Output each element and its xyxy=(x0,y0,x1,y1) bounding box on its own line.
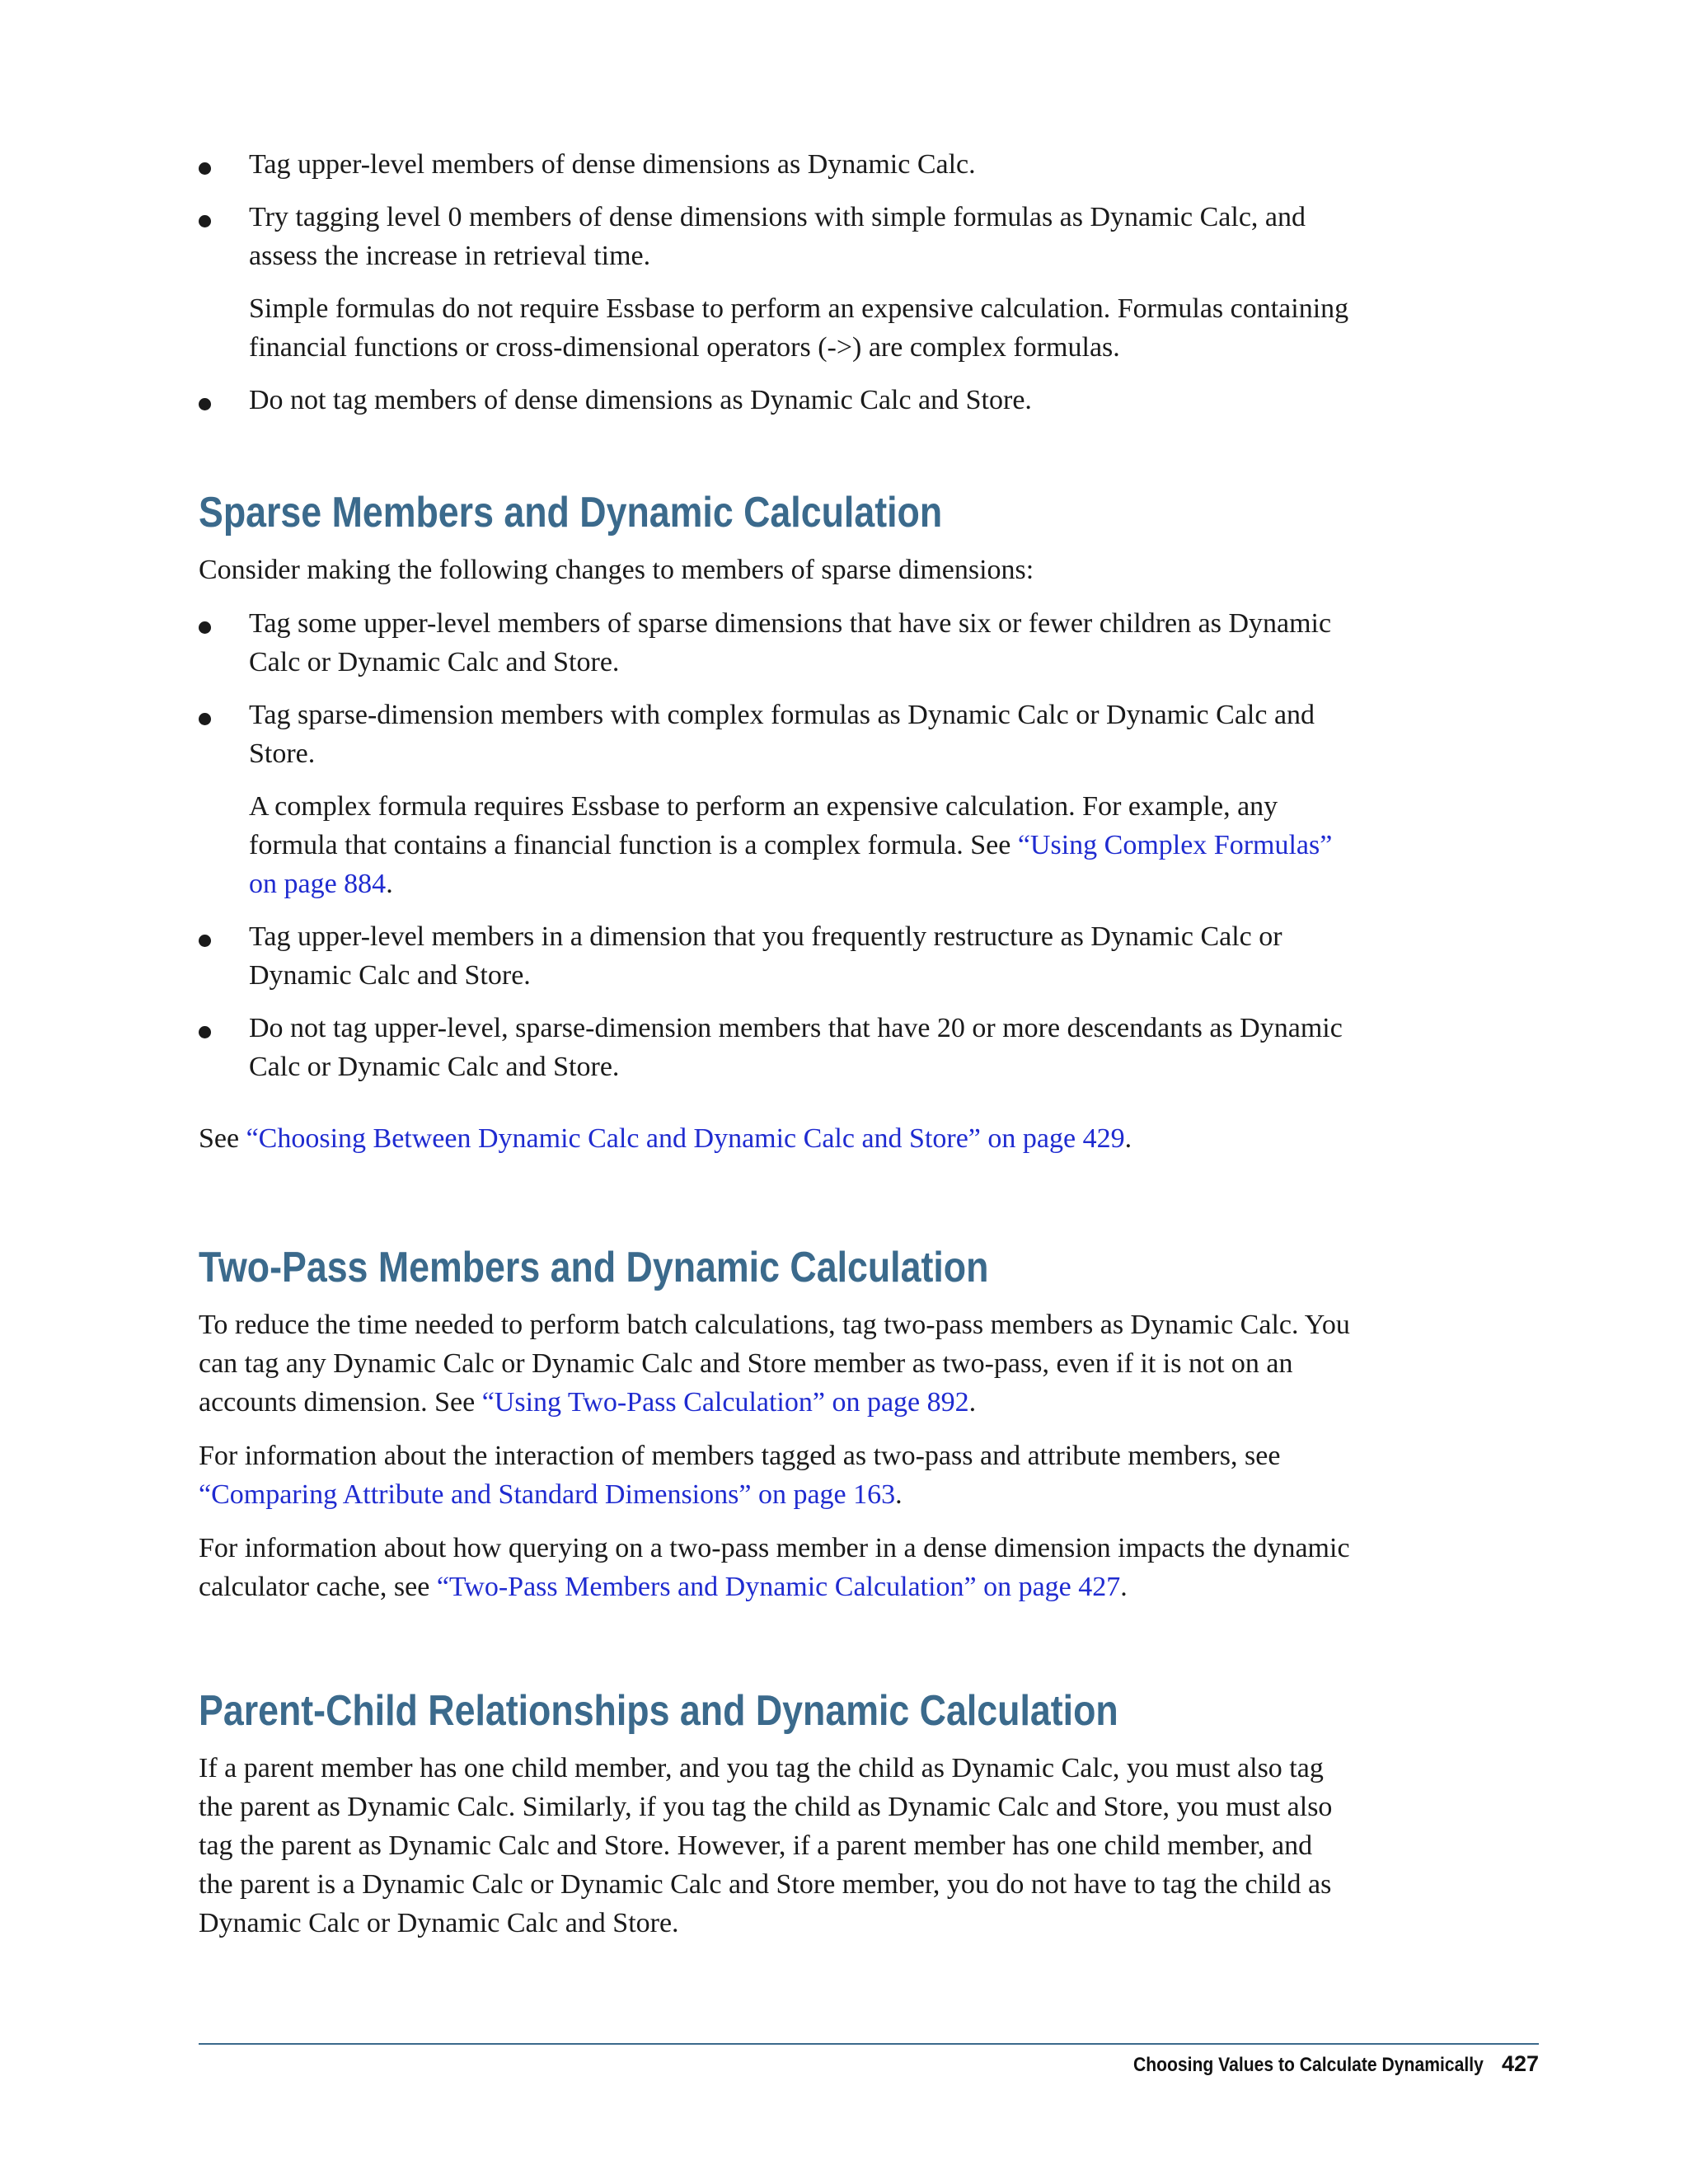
list-item xyxy=(199,917,1353,995)
dense-members-list-section xyxy=(199,145,1353,434)
list-item-note xyxy=(249,787,1353,903)
section-heading-parent-child: Parent-Child Relationships and Dynamic Calculation xyxy=(199,1687,1118,1735)
sparse-see-also-paragraph xyxy=(199,1119,1353,1158)
xref-link-choosing-between-dynamic-calc[interactable]: “Choosing Between Dynamic Calc and Dynamic Calc and Store” on page 429 xyxy=(246,1123,1125,1154)
list-item-note: Simple formulas do not require Essbase to perform an expensive calculation. Formulas containing financial functions or cross-dimensional operators (->) are complex formulas. xyxy=(249,293,1349,363)
list-item xyxy=(199,604,1353,682)
see-prefix: See xyxy=(199,1123,246,1154)
list-item xyxy=(199,198,1353,367)
xref-link-using-complex-formulas[interactable]: “Using Complex Formulas” on page 884 xyxy=(249,830,1333,899)
note-text: A complex formula requires Essbase to perform an expensive calculation. For example, any formula that contains a financial function is a complex formula. See xyxy=(249,791,1278,860)
list-item xyxy=(199,696,1353,903)
list-item-text: Tag upper-level members in a dimension that you frequently restructure as Dynamic Calc or Dynamic Calc and Store. xyxy=(249,921,1282,991)
xref-link-comparing-attribute-dimensions[interactable]: “Comparing Attribute and Standard Dimensions” on page 163 xyxy=(199,1479,896,1510)
paragraph-punct: . xyxy=(895,1479,903,1510)
two-pass-paragraph-3 xyxy=(199,1529,1353,1606)
paragraph-punct: . xyxy=(1120,1572,1128,1602)
list-item-text: Tag some upper-level members of sparse dimensions that have six or fewer children as Dynamic Calc or Dynamic Calc and Store. xyxy=(249,608,1332,677)
xref-link-two-pass-members[interactable]: “Two-Pass Members and Dynamic Calculation” on page 427 xyxy=(436,1572,1121,1602)
two-pass-paragraph-2 xyxy=(199,1436,1353,1514)
sparse-intro-paragraph: Consider making the following changes to members of sparse dimensions: xyxy=(199,555,1034,585)
section-heading-two-pass-members: Two-Pass Members and Dynamic Calculation xyxy=(199,1244,989,1291)
parent-child-section xyxy=(199,1686,1353,1957)
parent-child-paragraph: If a parent member has one child member, and you tag the child as Dynamic Calc, you must also tag the parent as Dynamic Calc. Similarly, if you tag the child as Dynamic Calc and Store, you must also tag the parent as Dynamic Calc and Store. However, if a parent member has one child member, and the parent is a Dynamic Calc or Dynamic Calc and Store member, you do not have to tag the child as Dynamic Calc or Dynamic Calc and Store. xyxy=(199,1753,1333,1938)
list-item-text: Do not tag upper-level, sparse-dimension members that have 20 or more descendants as Dynamic Calc or Dynamic Calc and Store. xyxy=(249,1013,1343,1082)
paragraph-punct: . xyxy=(968,1387,977,1418)
list-item xyxy=(199,1009,1353,1086)
two-pass-members-section xyxy=(199,1243,1353,1621)
note-punct: . xyxy=(386,869,393,899)
page-footer xyxy=(1085,2051,1539,2078)
list-item-text: Tag upper-level members of dense dimensions as Dynamic Calc. xyxy=(249,149,976,180)
see-punct: . xyxy=(1124,1123,1132,1154)
list-item xyxy=(199,381,1353,419)
sparse-members-section xyxy=(199,488,1353,1173)
xref-link-using-two-pass-calculation[interactable]: “Using Two-Pass Calculation” on page 892 xyxy=(481,1387,969,1418)
list-item-text: Try tagging level 0 members of dense dimensions with simple formulas as Dynamic Calc, and assess the increase in retrieval time. xyxy=(249,202,1306,271)
list-item-text: Tag sparse-dimension members with complex formulas as Dynamic Calc or Dynamic Calc and Store. xyxy=(249,700,1315,769)
sparse-members-bullet-list xyxy=(199,604,1353,1086)
section-heading-sparse-members: Sparse Members and Dynamic Calculation xyxy=(199,489,943,537)
list-item xyxy=(199,145,1353,184)
paragraph-text: For information about how querying on a two-pass member in a dense dimension impacts the dynamic calculator cache, see xyxy=(199,1533,1350,1602)
paragraph-text: To reduce the time needed to perform batch calculations, tag two-pass members as Dynamic Calc. You can tag any Dynamic Calc or Dynamic Calc and Store member as two-pass, even if it is not on an accounts dimension. See xyxy=(199,1310,1350,1418)
footer-chapter-title: Choosing Values to Calculate Dynamically xyxy=(1133,2054,1484,2076)
two-pass-paragraph-1 xyxy=(199,1305,1353,1422)
paragraph-text: For information about the interaction of members tagged as two-pass and attribute members, see xyxy=(199,1441,1281,1471)
dense-members-bullet-list xyxy=(199,145,1353,419)
footer-rule xyxy=(199,2043,1539,2045)
page-number: 427 xyxy=(1501,2051,1539,2076)
list-item-text: Do not tag members of dense dimensions as Dynamic Calc and Store. xyxy=(249,385,1032,415)
